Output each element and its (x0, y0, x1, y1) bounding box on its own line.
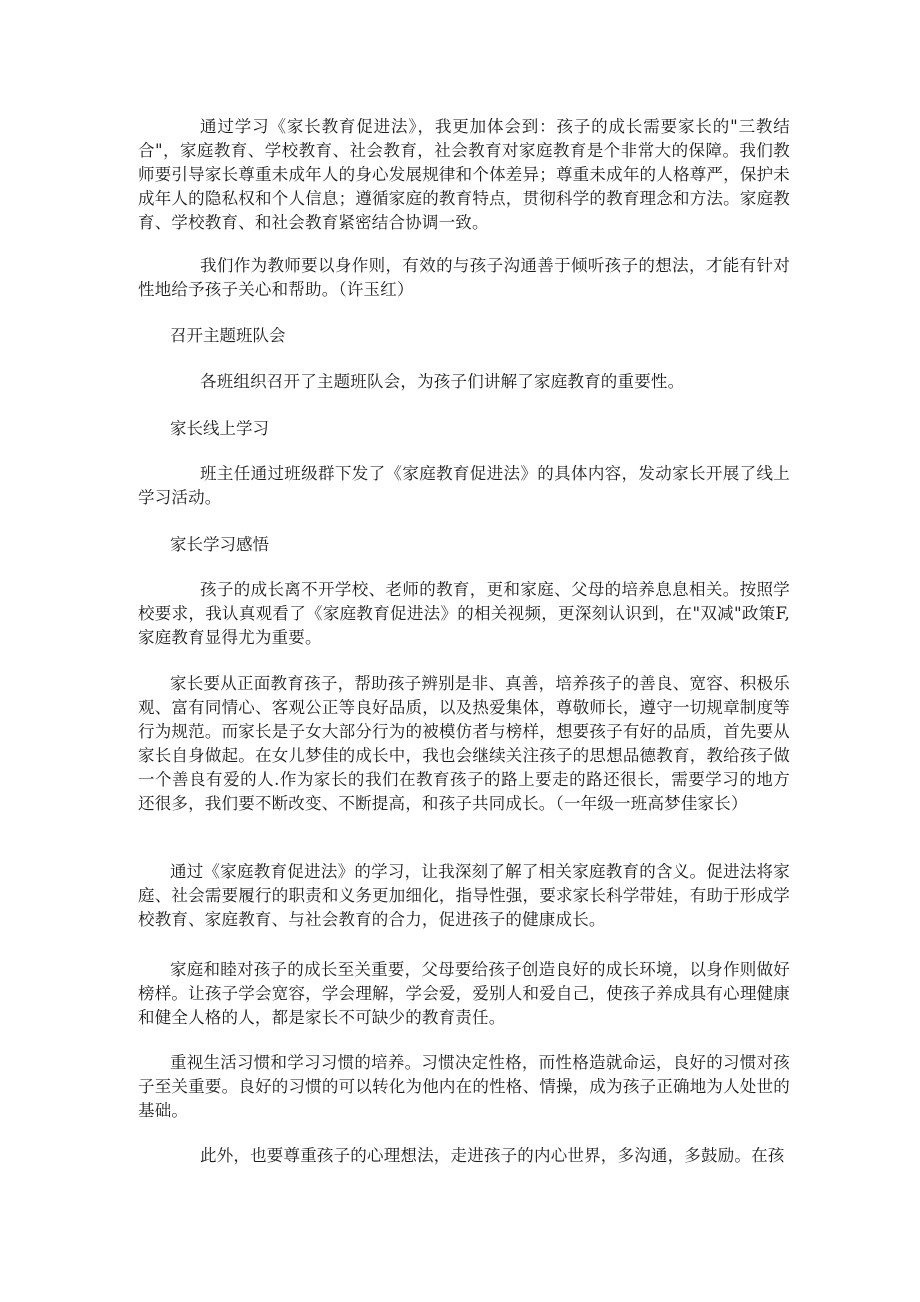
paragraph-parent-insight-2: 家长要从正面教育孩子，帮助孩子辨别是非、真善，培养孩子的善良、宽容、积极乐观、富有同情心、客观公正等良好品质，以及热爱集体，尊敬师长，遵守一切规章制度等行为规范。而家长是子女大部分行为的被模仿者与榜样，想要孩子有好的品质，首先要从家长自身做起。在女儿梦佳的成长中，我也会继续关注孩子的思想品德教育，教给孩子做一个善良有爱的人.作为家长的我们在教育孩子的路上要走的路还很长，需要学习的地方还很多，我们要不断改变、不断提高，和孩子共同成长。（一年级一班高梦佳家长） (138, 674, 790, 813)
paragraph-parent-insight-1: 孩子的成长离不开学校、老师的教育，更和家庭、父母的培养息息相关。按照学校要求，我认真观看了《家庭教育促进法》的相关视频，更深刻认识到，在"双减"政策F,家庭教育显得尤为重要。 (138, 580, 790, 647)
heading-online-learning: 家长线上学习 (170, 419, 269, 438)
paragraph-class-meeting: 各班组织召开了主题班队会，为孩子们讲解了家庭教育的重要性。 (200, 372, 685, 391)
paragraph-study-reflection: 通过学习《家长教育促进法》，我更加体会到：孩子的成长需要家长的"三教结合"，家庭教育、学校教育、社会教育，社会教育对家庭教育是个非常大的保障。我们教师要引导家长尊重未成年人的身心发展规律和个体差异；尊重未成年的人格尊严，保护未成年人的隐私权和个人信息；遵循家庭的教育特点，贯彻科学的教育理念和方法。家庭教育、学校教育、和社会教育紧密结合协调一致。 (138, 117, 790, 232)
paragraph-parent-insight-5: 重视生活习惯和学习习惯的培养。习惯决定性格，而性格造就命运，良好的习惯对孩子至关重要。良好的习惯的可以转化为他内在的性格、情操，成为孩子正确地为人处世的基础。 (138, 1053, 790, 1120)
heading-class-meeting: 召开主题班队会 (170, 326, 286, 345)
paragraph-teacher-role: 我们作为教师要以身作则，有效的与孩子沟通善于倾听孩子的想法，才能有针对性地给予孩子关心和帮助。（许玉红） (138, 256, 790, 299)
paragraph-parent-insight-3: 通过《家庭教育促进法》的学习，让我深刻了解了相关家庭教育的含义。促进法将家庭、社会需要履行的职责和义务更加细化，指导性强，要求家长科学带娃，有助于形成学校教育、家庭教育、与社会教育的合力，促进孩子的健康成长。 (138, 862, 790, 929)
paragraph-parent-insight-6: 此外，也要尊重孩子的心理想法，走进孩子的内心世界，多沟通，多鼓励。在孩 (200, 1146, 785, 1165)
paragraph-online-learning: 班主任通过班级群下发了《家庭教育促进法》的具体内容，发动家长开展了线上学习活动。 (138, 464, 790, 507)
heading-parent-insights: 家长学习感悟 (170, 535, 269, 554)
paragraph-parent-insight-4: 家庭和睦对孩子的成长至关重要，父母要给孩子创造良好的成长环境，以身作则做好榜样。让孩子学会宽容，学会理解，学会爱，爱别人和爱自己，使孩子养成具有心理健康和健全人格的人，都是家长不可缺少的教育责任。 (138, 960, 790, 1027)
